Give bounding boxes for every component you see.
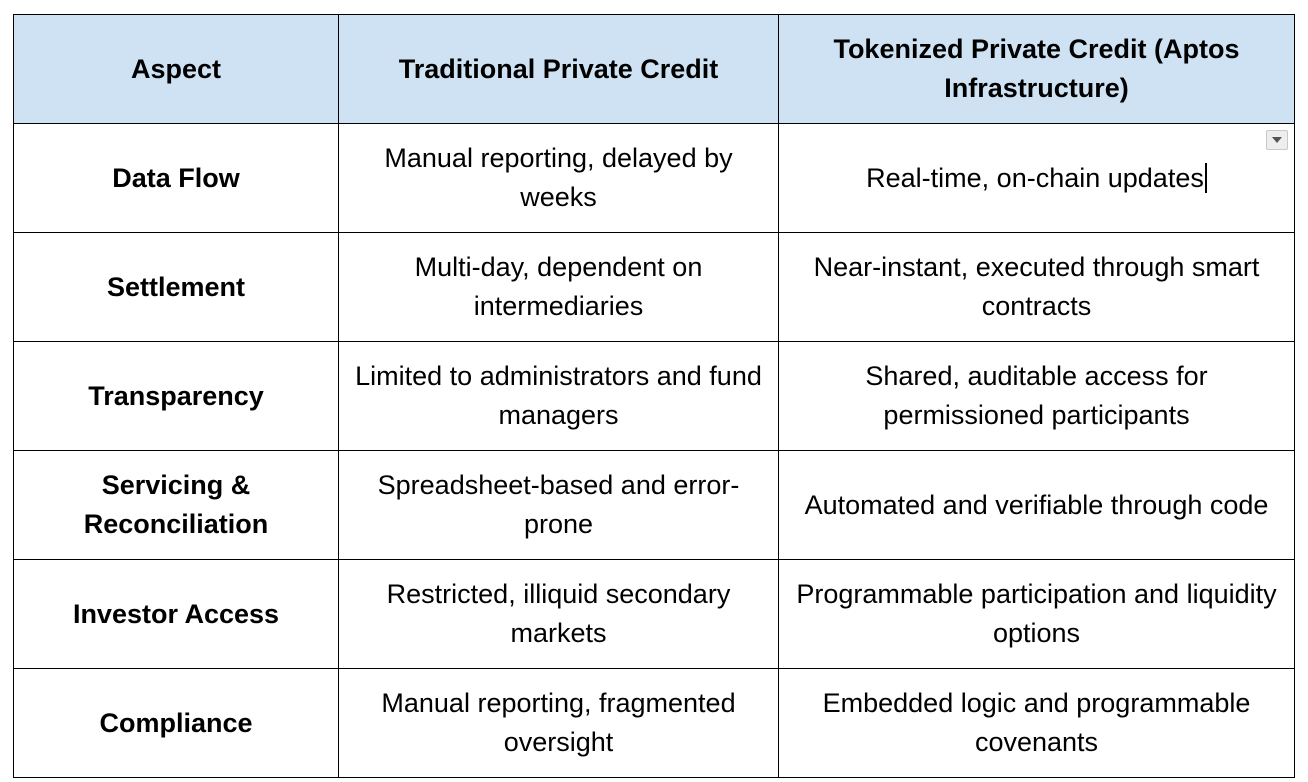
cell-tokenized-text: Real-time, on-chain updates bbox=[866, 162, 1204, 193]
table-row bbox=[14, 124, 1295, 233]
table-row bbox=[14, 342, 1295, 451]
cell-aspect[interactable]: Transparency bbox=[14, 342, 339, 451]
cell-tokenized[interactable]: Embedded logic and programmable covenants bbox=[779, 669, 1295, 778]
cell-traditional[interactable]: Manual reporting, fragmented oversight bbox=[339, 669, 779, 778]
table-row bbox=[14, 669, 1295, 778]
table-header-row bbox=[14, 15, 1295, 124]
table-row bbox=[14, 451, 1295, 560]
chevron-down-icon[interactable] bbox=[1266, 130, 1288, 150]
table-row bbox=[14, 233, 1295, 342]
cell-tokenized[interactable]: Near-instant, executed through smart contracts bbox=[779, 233, 1295, 342]
cell-traditional[interactable]: Restricted, illiquid secondary markets bbox=[339, 560, 779, 669]
cell-aspect[interactable]: Compliance bbox=[14, 669, 339, 778]
cell-aspect[interactable]: Data Flow bbox=[14, 124, 339, 233]
table-row bbox=[14, 560, 1295, 669]
header-tokenized[interactable]: Tokenized Private Credit (Aptos Infrastructure) bbox=[779, 15, 1295, 124]
comparison-table bbox=[13, 14, 1295, 778]
header-aspect[interactable]: Aspect bbox=[14, 15, 339, 124]
cell-tokenized[interactable]: Shared, auditable access for permissioned participants bbox=[779, 342, 1295, 451]
header-traditional[interactable]: Traditional Private Credit bbox=[339, 15, 779, 124]
cell-traditional[interactable]: Limited to administrators and fund managers bbox=[339, 342, 779, 451]
cell-traditional[interactable]: Spreadsheet-based and error-prone bbox=[339, 451, 779, 560]
cell-traditional[interactable]: Multi-day, dependent on intermediaries bbox=[339, 233, 779, 342]
cell-traditional[interactable]: Manual reporting, delayed by weeks bbox=[339, 124, 779, 233]
table-container bbox=[13, 14, 1295, 778]
cell-tokenized[interactable]: Automated and verifiable through code bbox=[779, 451, 1295, 560]
cell-tokenized[interactable]: Programmable participation and liquidity options bbox=[779, 560, 1295, 669]
cell-aspect[interactable]: Settlement bbox=[14, 233, 339, 342]
cell-aspect[interactable]: Investor Access bbox=[14, 560, 339, 669]
cell-aspect[interactable]: Servicing & Reconciliation bbox=[14, 451, 339, 560]
text-cursor bbox=[1205, 163, 1207, 193]
cell-tokenized-active[interactable] bbox=[779, 124, 1295, 233]
